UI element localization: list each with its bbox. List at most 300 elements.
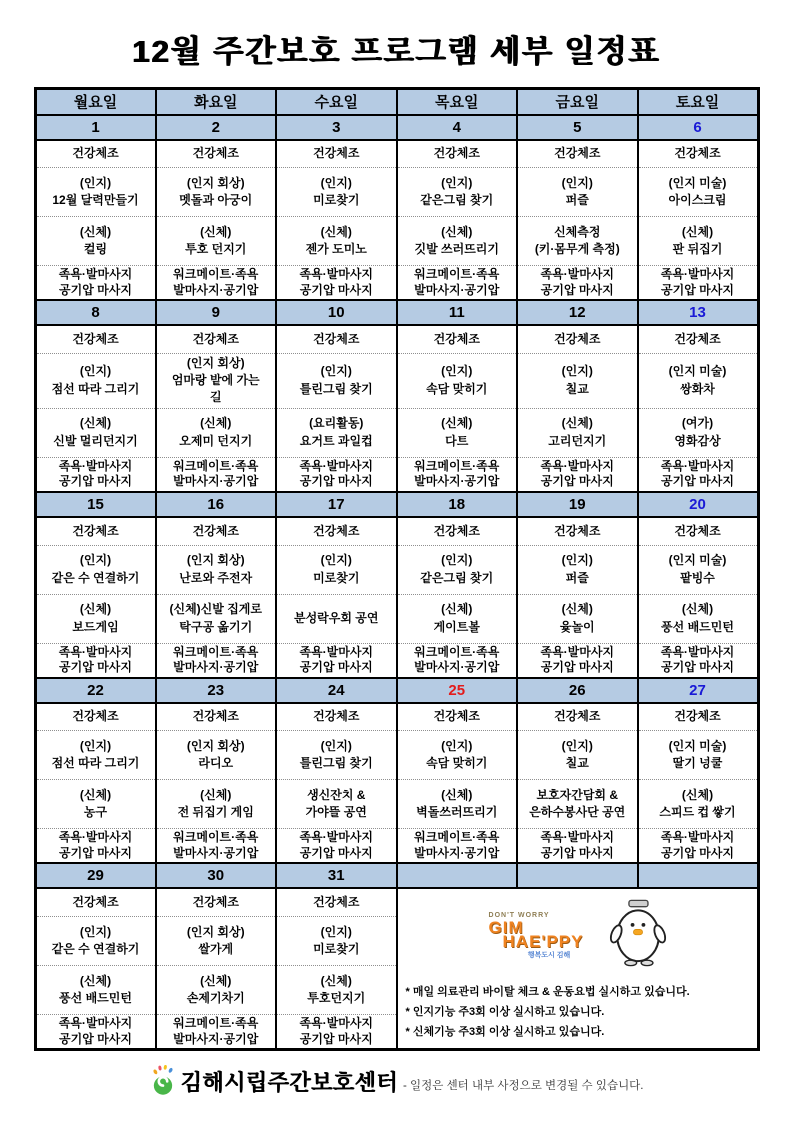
cognitive-cell — [276, 168, 397, 217]
cell-line: (신체) — [79, 973, 112, 988]
cognitive-cell — [156, 545, 277, 594]
cell-line: 고리던지기 — [548, 433, 607, 448]
cell-line: 손제기차기 — [186, 990, 245, 1005]
massage-cell — [276, 457, 397, 492]
cell-line: 건강체조 — [674, 331, 721, 346]
exercise-row — [35, 517, 758, 545]
cell-line: 스피드 컵 쌓기 — [659, 805, 736, 820]
cell-line: 같은그림 찾기 — [420, 193, 494, 207]
date-cell: 17 — [276, 492, 397, 517]
cell-line: 건강체조 — [674, 709, 721, 724]
cognitive-row — [35, 353, 758, 408]
physical-cell — [517, 408, 638, 457]
cell-line: 퍼즐 — [565, 570, 589, 585]
cell-line: 미로찾기 — [313, 941, 360, 956]
cognitive-cell — [517, 731, 638, 780]
date-cell — [638, 863, 759, 888]
cell-line: 점선 따라 그리기 — [51, 756, 140, 771]
cognitive-cell — [35, 916, 156, 965]
cell-line: 워크메이트·족욕 — [173, 644, 259, 659]
cell-line: (신체) — [441, 787, 473, 802]
cell-line: (인지) — [561, 364, 593, 379]
cell-line: (신체) — [79, 416, 112, 431]
cognitive-cell — [35, 731, 156, 780]
note-line: * 인지기능 주3회 이상 실시하고 있습니다. — [405, 1006, 605, 1019]
date-cell: 27 — [638, 678, 759, 703]
cognitive-cell — [517, 545, 638, 594]
cell-line: (인지) — [441, 553, 473, 568]
cell-line: 건강체조 — [72, 709, 119, 724]
cell-line: (인지) — [320, 924, 352, 939]
exercise-row — [35, 888, 758, 916]
center-name: 김해시립주간보호센터 — [180, 1069, 399, 1095]
massage-cell — [517, 266, 638, 301]
cell-line: 건강체조 — [72, 523, 119, 538]
date-cell: 20 — [638, 492, 759, 517]
massage-cell — [517, 457, 638, 492]
cell-line: 점선 따라 그리기 — [51, 381, 140, 396]
cell-line: 영화감상 — [674, 433, 721, 448]
cell-line: (인지) — [561, 175, 593, 190]
date-cell: 13 — [638, 300, 759, 325]
exercise-cell — [638, 325, 759, 353]
exercise-cell — [35, 517, 156, 545]
cell-line: (인지) — [79, 738, 112, 753]
cell-line: 족욕·발마사지 — [660, 267, 735, 281]
physical-row — [35, 217, 758, 266]
cell-line: (인지 미술) — [668, 553, 727, 568]
exercise-row — [35, 703, 758, 731]
cell-line: 발마사지·공기압 — [173, 474, 259, 489]
cell-line: 공기압 마사지 — [661, 660, 734, 675]
massage-cell — [156, 643, 277, 678]
massage-cell — [517, 643, 638, 678]
footer — [0, 1065, 793, 1097]
exercise-cell — [517, 517, 638, 545]
cell-line: 건강체조 — [72, 331, 119, 346]
cell-line: (신체) — [79, 224, 112, 239]
physical-cell — [156, 217, 277, 266]
cell-line: 건강체조 — [313, 146, 360, 161]
cell-line: 같은그림 찾기 — [420, 570, 494, 585]
cell-line: 족욕·발마사지 — [540, 644, 615, 659]
duck-mascot-icon — [609, 899, 667, 972]
massage-row — [35, 829, 758, 864]
cognitive-row — [35, 168, 758, 217]
cell-line: (키·몸무게 측정) — [534, 242, 620, 256]
date-cell: 12 — [517, 300, 638, 325]
cell-line: 발마사지·공기압 — [173, 660, 259, 675]
gimhaeppy-logo — [489, 912, 584, 959]
physical-cell — [35, 780, 156, 829]
date-row — [35, 492, 758, 517]
massage-cell — [517, 829, 638, 864]
cell-line: 건강체조 — [674, 146, 721, 161]
cell-line: (신체) — [561, 416, 593, 431]
cell-line: 족욕·발마사지 — [660, 830, 735, 845]
cognitive-cell — [156, 353, 277, 408]
physical-row — [35, 408, 758, 457]
cell-line: 같은 수 연결하기 — [51, 941, 140, 956]
cell-line: 신발 멀리던지기 — [53, 433, 138, 448]
cell-line: 공기압 마사지 — [299, 474, 373, 489]
cell-line: 건강체조 — [192, 709, 239, 724]
date-cell: 4 — [397, 115, 518, 140]
massage-cell — [156, 1014, 277, 1049]
weekday-header-row — [35, 89, 758, 115]
cognitive-cell — [35, 353, 156, 408]
cell-line: 미로찾기 — [313, 193, 360, 207]
cell-line: 공기압 마사지 — [661, 282, 734, 297]
schedule-table — [34, 87, 760, 1051]
date-cell: 26 — [517, 678, 638, 703]
cell-line: (요리활동) — [309, 416, 364, 431]
cell-line: 풍선 배드민턴 — [661, 619, 734, 634]
schedule-body — [35, 115, 758, 1050]
cell-line: 건강체조 — [433, 709, 480, 724]
cell-line: (신체) — [681, 787, 714, 802]
cell-line: 건강체조 — [674, 523, 721, 538]
exercise-cell — [35, 140, 156, 168]
date-cell: 11 — [397, 300, 518, 325]
weekday-header: 수요일 — [276, 89, 397, 115]
physical-cell — [276, 217, 397, 266]
date-cell: 8 — [35, 300, 156, 325]
cell-line: 건강체조 — [554, 146, 601, 161]
massage-cell — [397, 266, 518, 301]
cell-line: 건강체조 — [192, 331, 239, 346]
cell-line: 탁구공 옮기기 — [179, 619, 253, 634]
cell-line: 건강체조 — [72, 894, 119, 909]
cell-line: 투호던지기 — [307, 990, 366, 1005]
cell-line: 오제미 던지기 — [179, 433, 253, 448]
cell-line: 분성락우회 공연 — [294, 610, 379, 625]
cell-line: 발마사지·공기압 — [173, 1031, 259, 1046]
cell-line: 족욕·발마사지 — [299, 458, 374, 473]
cell-line: 신체측정 — [554, 224, 601, 239]
physical-cell — [638, 217, 759, 266]
physical-cell — [276, 408, 397, 457]
cell-line: 발마사지·공기압 — [173, 282, 259, 297]
cell-line: (신체) — [200, 416, 232, 431]
cell-line: (신체)신발 집게로 — [169, 602, 262, 617]
cell-line: 건강체조 — [72, 146, 119, 161]
cell-line: 공기압 마사지 — [299, 1031, 373, 1046]
cell-line: (인지 미술) — [668, 364, 727, 379]
cell-line: 공기압 마사지 — [299, 845, 373, 860]
cell-line: 족욕·발마사지 — [540, 830, 615, 845]
massage-cell — [638, 829, 759, 864]
date-cell: 5 — [517, 115, 638, 140]
cell-line: 족욕·발마사지 — [58, 830, 133, 845]
weekday-header: 월요일 — [35, 89, 156, 115]
cell-line: 딸기 넝쿨 — [672, 756, 723, 771]
exercise-cell — [276, 140, 397, 168]
physical-cell — [517, 217, 638, 266]
cognitive-cell — [638, 168, 759, 217]
cell-line: 건강체조 — [313, 894, 360, 909]
cell-line: 공기압 마사지 — [540, 845, 614, 860]
cell-line: 족욕·발마사지 — [299, 830, 374, 845]
physical-cell — [397, 780, 518, 829]
cell-line: 공기압 마사지 — [540, 282, 614, 297]
cognitive-cell — [517, 168, 638, 217]
cell-line: 발마사지·공기압 — [414, 845, 500, 860]
cell-line: (인지) — [441, 738, 473, 753]
cell-line: (신체) — [200, 787, 232, 802]
center-logo-icon — [150, 1065, 176, 1097]
date-cell: 18 — [397, 492, 518, 517]
page-title: 12월 주간보호 프로그램 세부 일정표 — [132, 34, 661, 69]
cell-line: 발마사지·공기압 — [414, 474, 500, 489]
cell-line: 같은 수 연결하기 — [51, 570, 140, 585]
cell-line: 판 뒤집기 — [672, 242, 723, 256]
exercise-cell — [638, 517, 759, 545]
massage-cell — [276, 829, 397, 864]
exercise-cell — [397, 517, 518, 545]
cell-line: 족욕·발마사지 — [299, 644, 374, 659]
massage-cell — [35, 643, 156, 678]
logo-subtitle: 행복도시 김해 — [527, 951, 571, 959]
massage-cell — [156, 457, 277, 492]
cell-line: (인지) — [79, 924, 112, 939]
cell-line: 칠교 — [565, 756, 589, 771]
info-box — [397, 888, 759, 1049]
cell-line: 발마사지·공기압 — [173, 845, 259, 860]
date-cell: 25 — [397, 678, 518, 703]
cell-line: (인지 회상) — [186, 738, 245, 753]
cell-line: 워크메이트·족욕 — [414, 830, 500, 845]
exercise-cell — [156, 703, 277, 731]
cell-line: (인지) — [441, 364, 473, 379]
cell-line: (신체) — [79, 787, 112, 802]
exercise-cell — [156, 325, 277, 353]
cell-line: 윷놀이 — [559, 619, 595, 634]
massage-cell — [35, 829, 156, 864]
cell-line: 아이스크림 — [668, 193, 727, 207]
cell-line: (여가) — [681, 416, 714, 431]
physical-row — [35, 780, 758, 829]
cell-line: 길 — [209, 390, 222, 405]
cognitive-row — [35, 731, 758, 780]
exercise-cell — [156, 140, 277, 168]
massage-row — [35, 643, 758, 678]
cell-line: (신체) — [681, 602, 714, 617]
note-line: * 매일 의료관리 바이탈 체크 & 운동요법 실시하고 있습니다. — [405, 986, 690, 999]
schedule-change-note: - 일정은 센터 내부 사정으로 변경될 수 있습니다. — [403, 1080, 644, 1093]
cognitive-cell — [276, 731, 397, 780]
cell-line: 워크메이트·족욕 — [414, 267, 500, 281]
physical-cell — [35, 408, 156, 457]
massage-cell — [276, 266, 397, 301]
cell-line: 건강체조 — [192, 523, 239, 538]
cell-line: 공기압 마사지 — [59, 282, 132, 297]
physical-row — [35, 594, 758, 643]
date-row — [35, 863, 758, 888]
cell-line: 발마사지·공기압 — [414, 660, 500, 675]
cell-line: 보드게임 — [72, 619, 119, 634]
cell-line: 건강체조 — [433, 146, 480, 161]
cell-line: 생신잔치 & — [307, 787, 366, 802]
massage-row — [35, 266, 758, 301]
cognitive-cell — [276, 545, 397, 594]
cell-line: 건강체조 — [192, 146, 239, 161]
physical-cell — [638, 594, 759, 643]
cell-line: 건강체조 — [554, 331, 601, 346]
cell-line: (인지) — [79, 364, 112, 379]
physical-cell — [276, 965, 397, 1014]
physical-cell — [638, 780, 759, 829]
logo-line1: GIM — [488, 918, 524, 938]
weekday-header: 금요일 — [517, 89, 638, 115]
cognitive-cell — [397, 353, 518, 408]
cell-line: (인지 회상) — [186, 175, 245, 190]
cell-line: (신체) — [681, 224, 714, 239]
cell-line: 공기압 마사지 — [59, 474, 132, 489]
cell-line: 공기압 마사지 — [661, 474, 734, 489]
massage-cell — [397, 643, 518, 678]
cell-line: (인지) — [320, 364, 352, 379]
cell-line: (신체) — [200, 224, 232, 239]
cell-line: 워크메이트·족욕 — [173, 267, 259, 281]
cell-line: (인지) — [79, 553, 112, 568]
exercise-cell — [156, 517, 277, 545]
date-cell: 19 — [517, 492, 638, 517]
cognitive-cell — [156, 168, 277, 217]
cell-line: (신체) — [441, 416, 473, 431]
weekday-header: 토요일 — [638, 89, 759, 115]
physical-cell — [156, 408, 277, 457]
cell-line: (인지) — [79, 175, 112, 190]
cell-line: (신체) — [320, 224, 352, 239]
massage-cell — [638, 266, 759, 301]
massage-cell — [35, 1014, 156, 1049]
cell-line: 족욕·발마사지 — [540, 267, 615, 281]
cell-line: (신체) — [441, 602, 473, 617]
cell-line: 팥빙수 — [680, 570, 715, 585]
cell-line: 건강체조 — [192, 894, 239, 909]
cell-line: 쌍화차 — [680, 381, 715, 396]
cell-line: 젠가 도미노 — [305, 242, 367, 256]
cell-line: 요거트 과일컵 — [299, 433, 373, 448]
cell-line: 족욕·발마사지 — [660, 458, 735, 473]
exercise-cell — [397, 325, 518, 353]
cell-line: 족욕·발마사지 — [58, 458, 133, 473]
massage-cell — [35, 457, 156, 492]
cell-line: (인지) — [320, 738, 352, 753]
cognitive-cell — [397, 731, 518, 780]
cell-line: 워크메이트·족욕 — [173, 458, 259, 473]
massage-cell — [35, 266, 156, 301]
cognitive-cell — [276, 353, 397, 408]
cell-line: 공기압 마사지 — [299, 282, 373, 297]
cell-line: 농구 — [83, 805, 108, 820]
cell-line: 공기압 마사지 — [540, 660, 614, 675]
date-cell: 22 — [35, 678, 156, 703]
physical-cell — [156, 594, 277, 643]
exercise-cell — [397, 703, 518, 731]
date-row — [35, 115, 758, 140]
cell-line: (신체) — [441, 224, 473, 239]
massage-cell — [276, 643, 397, 678]
cell-line: 컬링 — [83, 242, 108, 256]
note-line: * 신체기능 주3회 이상 실시하고 있습니다. — [405, 1026, 605, 1039]
logo-tagline: DON'T WORRY — [488, 911, 550, 919]
cell-line: 틀린그림 찾기 — [299, 756, 373, 771]
exercise-row — [35, 325, 758, 353]
massage-cell — [638, 457, 759, 492]
physical-cell — [517, 594, 638, 643]
cell-line: 워크메이트·족욕 — [173, 830, 259, 845]
date-cell: 31 — [276, 863, 397, 888]
cell-line: 건강체조 — [313, 331, 360, 346]
massage-cell — [156, 829, 277, 864]
cell-line: 전 뒤집기 게임 — [177, 805, 254, 820]
cell-line: 벽돌쓰러뜨리기 — [416, 805, 498, 820]
cell-line: 공기압 마사지 — [299, 660, 373, 675]
cell-line: 미로찾기 — [313, 570, 360, 585]
cell-line: 공기압 마사지 — [59, 845, 132, 860]
cell-line: (인지) — [320, 553, 352, 568]
cell-line: 보호자간담회 & — [536, 787, 619, 802]
physical-cell — [638, 408, 759, 457]
cell-line: (인지) — [320, 175, 352, 190]
cell-line: (인지) — [561, 738, 593, 753]
cell-line: 족욕·발마사지 — [299, 267, 374, 281]
massage-cell — [156, 266, 277, 301]
cell-line: 투호 던지기 — [185, 242, 247, 256]
physical-cell — [276, 594, 397, 643]
physical-cell — [397, 594, 518, 643]
cell-line: 멧돌과 아궁이 — [179, 193, 253, 207]
cell-line: 속담 맞히기 — [426, 381, 488, 396]
cell-line: 족욕·발마사지 — [58, 1015, 133, 1030]
exercise-cell — [35, 888, 156, 916]
cognitive-cell — [276, 916, 397, 965]
cell-line: 엄마랑 밭에 가는 — [171, 373, 260, 388]
cell-line: (인지) — [561, 553, 593, 568]
date-cell: 29 — [35, 863, 156, 888]
cognitive-cell — [397, 545, 518, 594]
cell-line: 은하수봉사단 공연 — [529, 805, 626, 820]
cell-line: 난로와 주전자 — [179, 570, 253, 585]
cell-line: 발마사지·공기압 — [414, 282, 500, 297]
massage-cell — [397, 829, 518, 864]
physical-cell — [397, 217, 518, 266]
date-cell: 23 — [156, 678, 277, 703]
cell-line: (신체) — [320, 973, 352, 988]
exercise-cell — [35, 325, 156, 353]
cell-line: 퍼즐 — [565, 193, 589, 207]
cell-line: (인지 회상) — [186, 924, 245, 939]
cognitive-cell — [638, 353, 759, 408]
exercise-cell — [517, 325, 638, 353]
date-cell: 10 — [276, 300, 397, 325]
date-cell: 16 — [156, 492, 277, 517]
cell-line: (신체) — [561, 602, 593, 617]
cell-line: 공기압 마사지 — [661, 845, 734, 860]
cognitive-cell — [397, 168, 518, 217]
cell-line: 12월 달력만들기 — [52, 193, 139, 207]
cell-line: 족욕·발마사지 — [58, 267, 133, 281]
cell-line: (신체) — [79, 602, 112, 617]
exercise-cell — [276, 325, 397, 353]
exercise-cell — [276, 517, 397, 545]
cell-line: 족욕·발마사지 — [540, 458, 615, 473]
date-cell: 24 — [276, 678, 397, 703]
logo-line2: HAE'PPY — [502, 931, 584, 951]
date-cell: 2 — [156, 115, 277, 140]
